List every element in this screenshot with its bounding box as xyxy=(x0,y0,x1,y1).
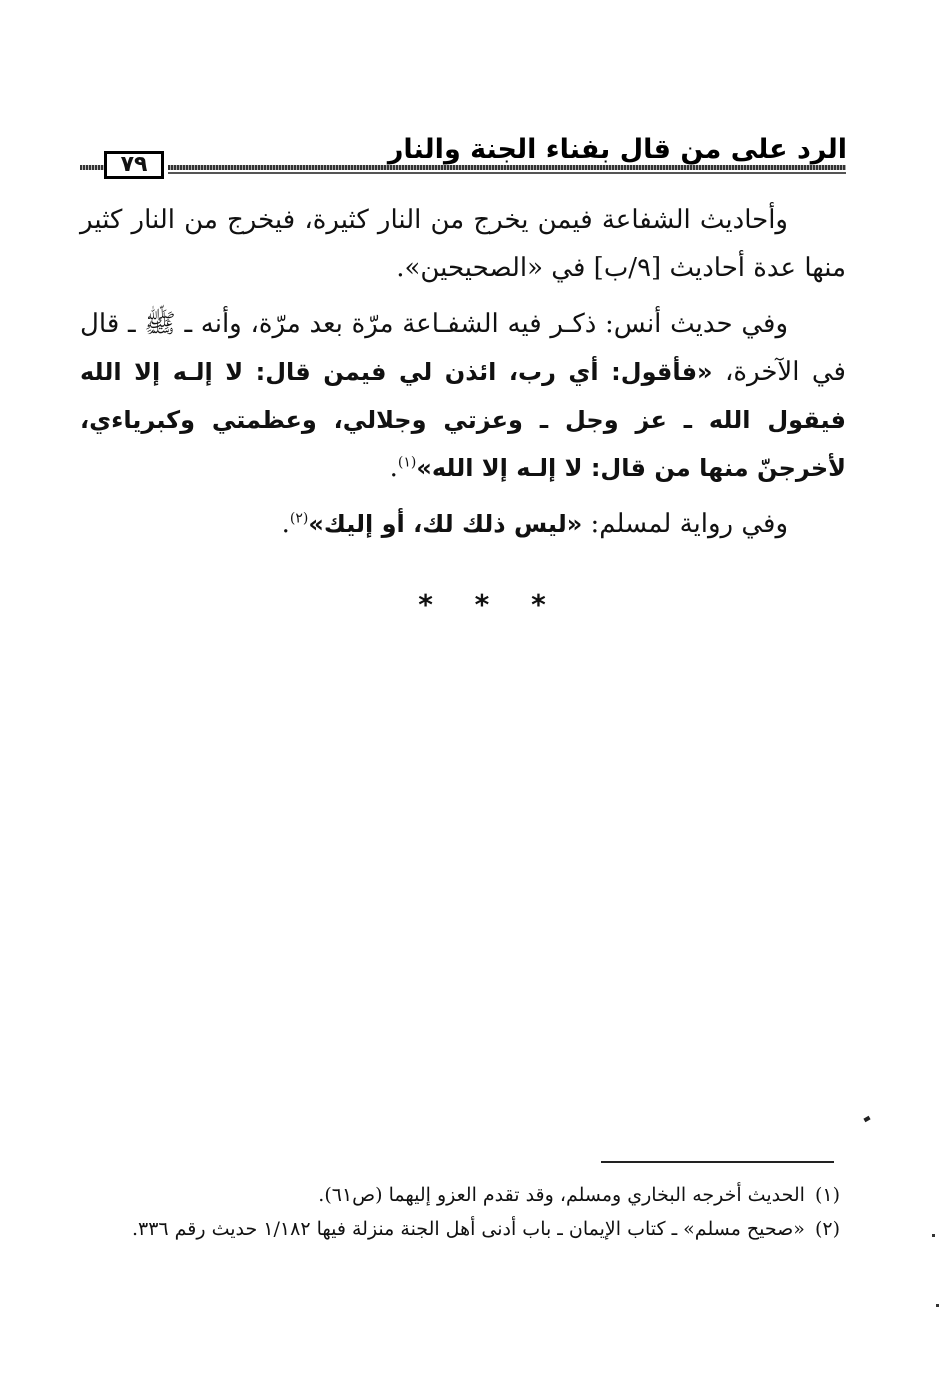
page-number: ٧٩ xyxy=(104,151,164,179)
main-text xyxy=(80,196,846,548)
header-rule-left xyxy=(80,165,104,170)
footnote-ref-2: (٢) xyxy=(289,510,309,527)
footnote-text: «صحيح مسلم» ـ كتاب الإيمان ـ باب أدنى أهل الجنة منزلة فيها ١/١٨٢ حديث رقم ٣٣٦. xyxy=(131,1218,805,1240)
footnote-number: (٢) xyxy=(814,1218,840,1240)
footnote-ref-1: (١) xyxy=(397,454,417,471)
footnote-2 xyxy=(80,1212,840,1246)
header-rule-thin xyxy=(168,172,846,174)
hadith-quote-2: «ليس ذلك لك، أو إليك» xyxy=(308,510,583,538)
hadith-quote-1: «فأقول: أي رب، ائذن لي فيمن قال: لا إلـه إلا الله فيقول الله ـ عز وجل ـ وعزتي وجلالي، وعظمتي وكبرياءي، لأخرجنّ منها من قال: لا إلـه إلا الله» xyxy=(80,358,846,482)
running-header-title: الرد على من قال بفناء الجنة والنار xyxy=(387,134,847,165)
section-break-stars: * * * xyxy=(418,588,562,621)
paragraph-3-intro: وفي رواية لمسلم: xyxy=(590,509,788,539)
paragraph-3-end: . xyxy=(281,509,290,539)
header-rule xyxy=(168,165,846,170)
paragraph-1: وأحاديث الشفاعة فيمن يخرج من النار كثيرة، فيخرج من النار كثير منها عدة أحاديث [٩/ب] في «الصحيحين». xyxy=(80,205,846,283)
footnote-1 xyxy=(80,1178,840,1212)
stray-mark xyxy=(863,1116,870,1122)
paragraph-2-end: . xyxy=(389,453,398,483)
paragraph-2 xyxy=(80,300,846,492)
footnote-text: الحديث أخرجه البخاري ومسلم، وقد تقدم العزو إليهما (ص٦١). xyxy=(318,1184,805,1206)
footnotes xyxy=(80,1178,840,1246)
edge-dot xyxy=(936,1304,939,1307)
edge-dot xyxy=(932,1234,935,1237)
footnote-separator xyxy=(601,1161,834,1163)
footnote-number: (١) xyxy=(814,1184,840,1206)
paragraph-3 xyxy=(80,500,846,548)
paragraph-2-intro: وفي حديث أنس: ذكـر فيه الشفـاعة مرّة بعد مرّة، وأنه ـ ﷺ ـ قال في الآخرة، xyxy=(80,309,846,387)
